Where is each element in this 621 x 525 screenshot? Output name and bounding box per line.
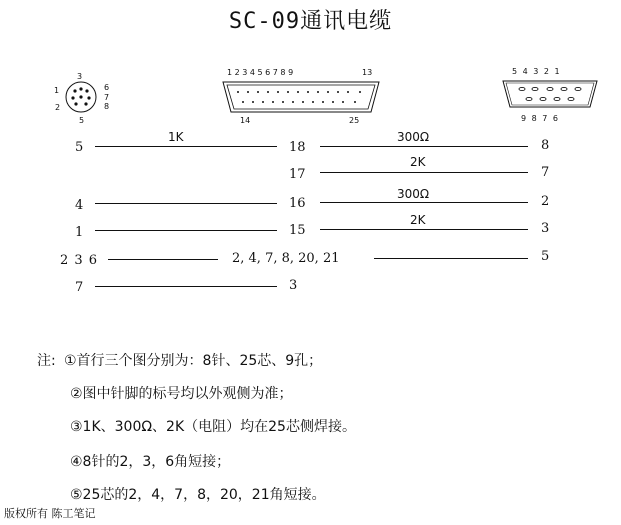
db25-pin-14-label: 14 [240, 116, 251, 125]
db25-top-pins-label: 1 2 3 4 5 6 7 8 9 [227, 68, 294, 77]
wire-line [320, 146, 528, 147]
wire-line [95, 146, 277, 147]
wire-line [95, 203, 277, 204]
db9-connector-graphic [500, 78, 600, 110]
wire-line [374, 258, 528, 259]
wire-line [95, 230, 277, 231]
page-title: SC-09通讯电缆 [228, 9, 393, 34]
wire-line [320, 202, 528, 203]
round-pin-6-label: 6 [104, 83, 110, 92]
wire-line [320, 172, 528, 173]
note-item: ④8针的2，3，6角短接； [70, 454, 231, 470]
wire-right-pin: 3 [541, 221, 550, 236]
round-pin-7-label: 7 [104, 93, 110, 102]
resistor-label: 2K [410, 213, 426, 227]
notes-prefix: 注: [37, 353, 56, 369]
copyright-label: 版权所有 陈工笔记 [4, 507, 96, 520]
db25-pin-25-label: 25 [349, 116, 360, 125]
wire-left-pin: 1 [75, 225, 84, 240]
wire-left-pin: 5 [75, 140, 84, 155]
note-item: ③1K、300Ω、2K（电阻）均在25芯侧焊接。 [70, 419, 356, 435]
wire-right-pin: 5 [541, 249, 550, 264]
round-pin-2-label: 2 [55, 103, 61, 112]
resistor-label: 1K [168, 130, 184, 144]
wire-mid-pin: 16 [289, 196, 306, 211]
wire-right-pin: 2 [541, 194, 550, 209]
wire-left-pin: 4 [75, 198, 84, 213]
wire-line [108, 259, 218, 260]
wire-mid-pin: 15 [289, 223, 306, 238]
round-pin-3-label: 3 [77, 72, 83, 81]
db9-top-pins-label: 5 4 3 2 1 [512, 67, 560, 76]
note-item: ①首行三个图分别为：8针、25芯、9孔； [64, 353, 323, 369]
resistor-label: 2K [410, 155, 426, 169]
wire-right-pin: 7 [541, 165, 550, 180]
db25-connector-graphic [220, 79, 382, 115]
wire-right-pin: 8 [541, 138, 550, 153]
note-item: ②图中针脚的标号均以外观侧为准； [70, 386, 293, 402]
wire-left-pin: 2 3 6 [60, 253, 98, 268]
wire-mid-pin: 3 [289, 278, 298, 293]
wire-left-pin: 7 [75, 280, 84, 295]
round-pin-8-label: 8 [104, 102, 110, 111]
round-connector-graphic [60, 78, 104, 118]
note-item: ⑤25芯的2，4，7，8，20，21角短接。 [70, 487, 326, 503]
wire-mid-pin: 2, 4, 7, 8, 20, 21 [232, 251, 340, 266]
round-pin-5-label: 5 [79, 116, 85, 125]
db25-pin-13-label: 13 [362, 68, 373, 77]
resistor-label: 300Ω [397, 187, 430, 201]
db9-bottom-pins-label: 9 8 7 6 [521, 114, 558, 123]
wire-line [95, 286, 277, 287]
round-pin-1-label: 1 [54, 86, 60, 95]
wire-mid-pin: 17 [289, 167, 306, 182]
wire-line [320, 229, 528, 230]
resistor-label: 300Ω [397, 130, 430, 144]
wire-mid-pin: 18 [289, 140, 306, 155]
